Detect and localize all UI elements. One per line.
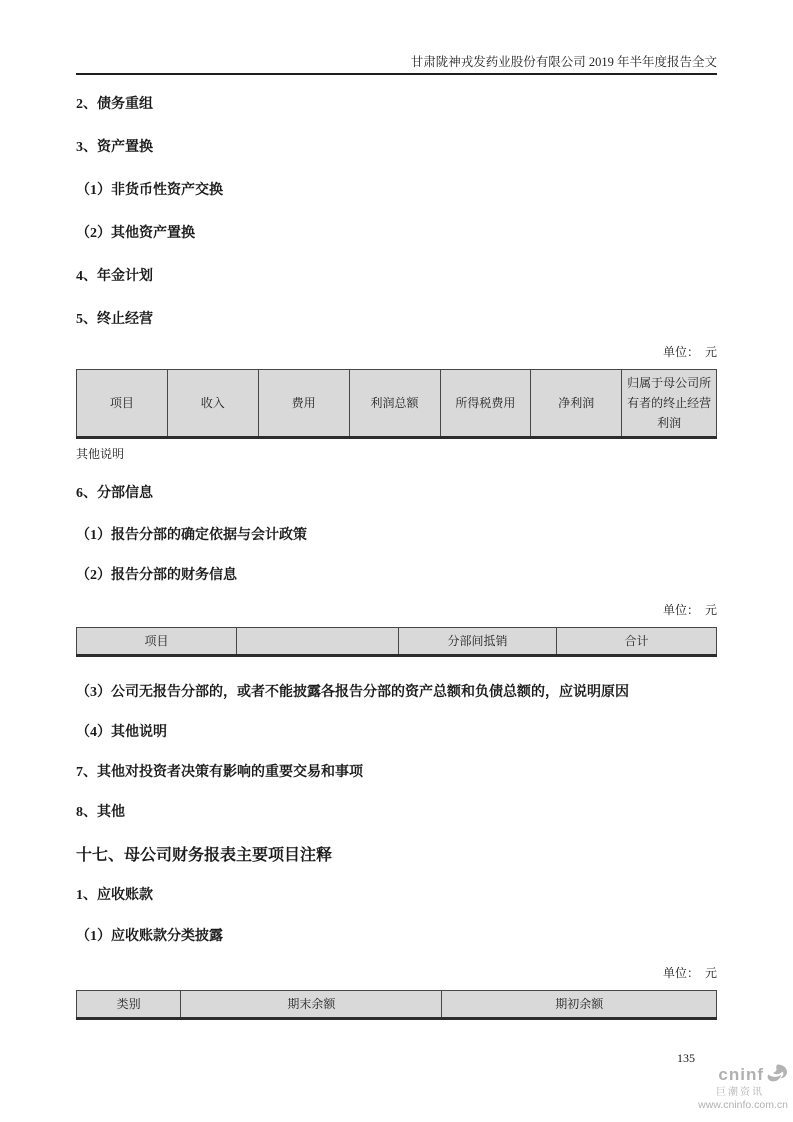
cninfo-brand-row — [698, 1064, 788, 1088]
table-header-row — [77, 628, 717, 656]
report-title: 甘肃陇神戎发药业股份有限公司 2019 年半年度报告全文 — [410, 55, 717, 69]
cninfo-swirl-icon — [766, 1064, 788, 1088]
col-header-total: 合计 — [556, 628, 716, 656]
col-header-beginning-balance: 期初余额 — [442, 991, 717, 1019]
page-header — [76, 0, 717, 75]
unit-label: 单位： 元 — [662, 603, 717, 617]
section-heading-discontinued-operations: 5、终止经营 — [76, 312, 153, 327]
cninfo-url: www.cninfo.com.cn — [698, 1099, 788, 1112]
col-header-ending-balance: 期末余额 — [181, 991, 442, 1019]
page-content — [76, 0, 717, 1066]
table-header-row — [77, 991, 717, 1019]
subsection-no-segment-reason: （3）公司无报告分部的，或者不能披露各报告分部的资产总额和负债总额的，应说明原因 — [76, 685, 629, 700]
receivables-table — [76, 990, 717, 1020]
unit-label: 单位： 元 — [662, 345, 717, 359]
unit-label: 单位： 元 — [662, 966, 717, 980]
section-heading-debt-restructuring: 2、债务重组 — [76, 97, 153, 112]
subsection-receivable-classification: （1）应收账款分类披露 — [76, 929, 223, 944]
col-header-total-profit: 利润总额 — [349, 370, 440, 438]
subsection-segment-basis: （1）报告分部的确定依据与会计政策 — [76, 528, 307, 543]
section-heading-other: 8、其他 — [76, 805, 125, 820]
col-header-parent-discontinued-profit: 归属于母公司所有者的终止经营利润 — [622, 370, 717, 438]
col-header-item: 项目 — [77, 628, 237, 656]
col-header-expense: 费用 — [258, 370, 349, 438]
subsection-segment-other-note: （4）其他说明 — [76, 725, 167, 740]
table-header-row — [77, 370, 717, 438]
section-heading-accounts-receivable: 1、应收账款 — [76, 888, 153, 903]
col-header-item: 项目 — [77, 370, 168, 438]
col-header-intersegment-elimination: 分部间抵销 — [398, 628, 556, 656]
section-heading-asset-swap: 3、资产置换 — [76, 140, 153, 155]
cninfo-brand-text: cninf — [718, 1065, 764, 1085]
section-heading-other-important-transactions: 7、其他对投资者决策有影响的重要交易和事项 — [76, 765, 363, 780]
col-header-blank — [237, 628, 399, 656]
col-header-income-tax: 所得税费用 — [440, 370, 531, 438]
cninfo-chinese-name: 巨潮资讯 — [716, 1087, 764, 1099]
col-header-net-profit: 净利润 — [531, 370, 622, 438]
chapter-heading-parent-company-notes: 十七、母公司财务报表主要项目注释 — [76, 847, 333, 864]
col-header-revenue: 收入 — [167, 370, 258, 438]
page-number: 135 — [677, 1051, 695, 1065]
section-heading-annuity-plan: 4、年金计划 — [76, 269, 153, 284]
subsection-segment-financials: （2）报告分部的财务信息 — [76, 568, 237, 583]
subsection-other-asset-swap: （2）其他资产置换 — [76, 226, 195, 241]
discontinued-operations-table — [76, 369, 717, 439]
subsection-non-monetary-asset-exchange: （1）非货币性资产交换 — [76, 183, 223, 198]
cninfo-logo — [698, 1064, 788, 1112]
col-header-category: 类别 — [77, 991, 181, 1019]
section-heading-segment-info: 6、分部信息 — [76, 486, 153, 501]
segment-table — [76, 627, 717, 657]
other-note-label: 其他说明 — [76, 447, 125, 461]
